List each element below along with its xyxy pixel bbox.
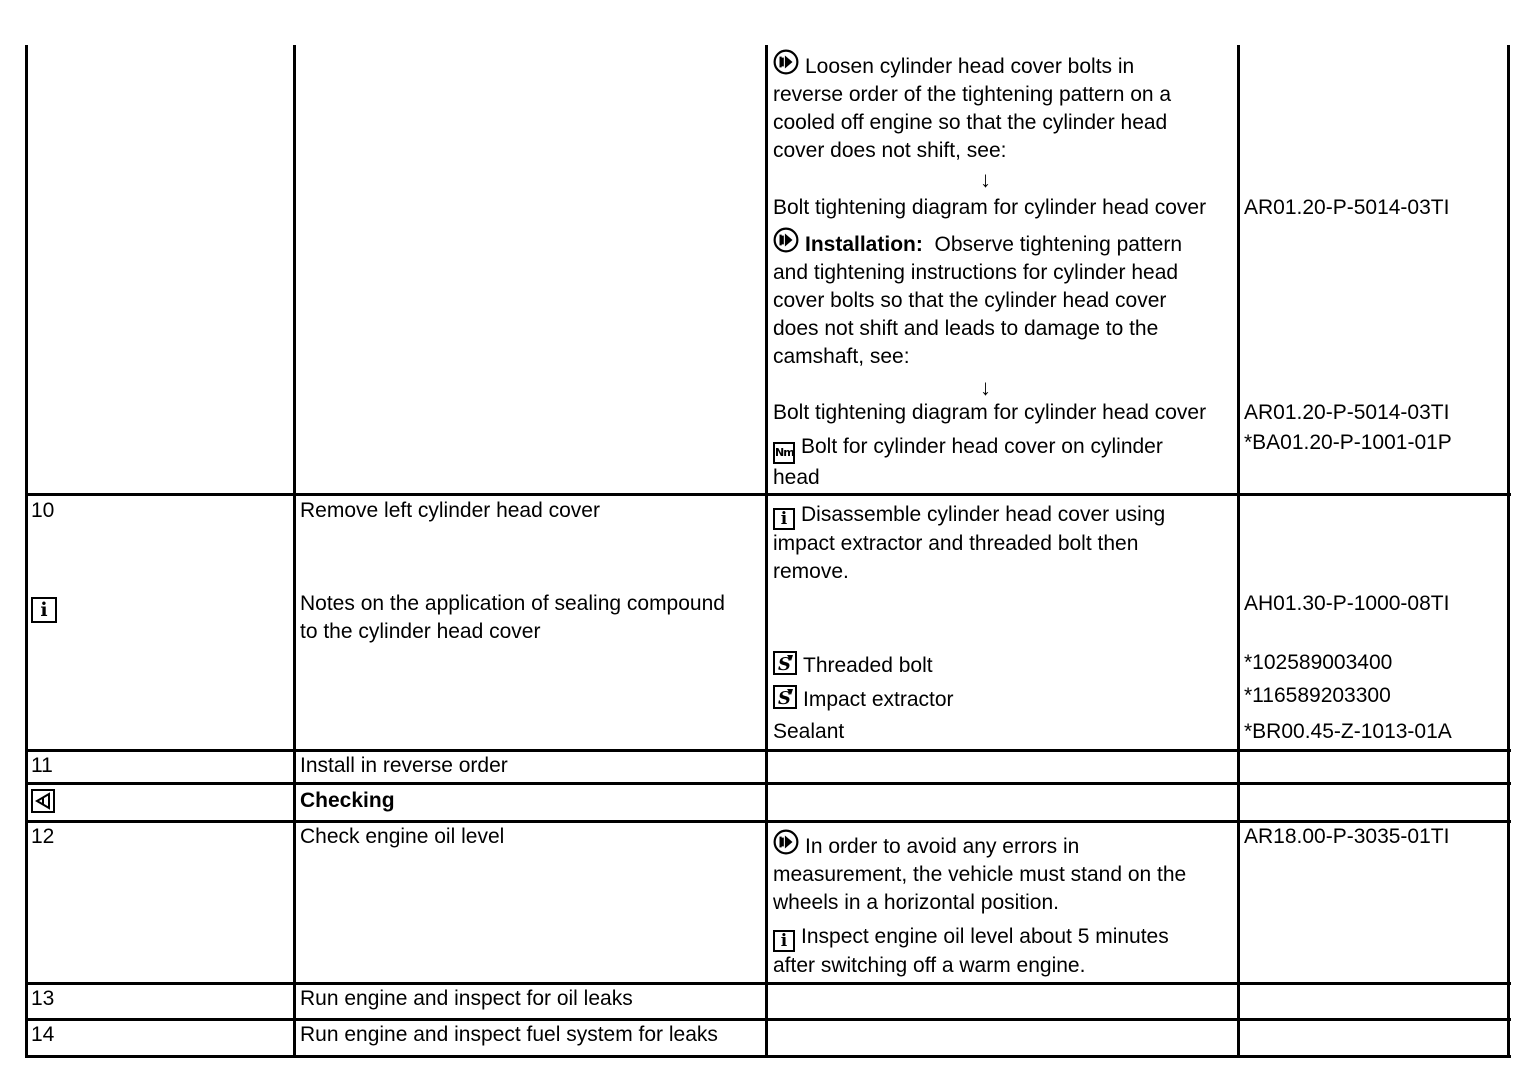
step-number: 14 xyxy=(31,1023,55,1046)
tool-part-number[interactable]: *102589003400 xyxy=(1244,651,1393,674)
down-arrow-icon: ↓ xyxy=(980,167,991,192)
document-reference[interactable]: AR18.00-P-3035-01TI xyxy=(1244,825,1450,848)
document-reference[interactable]: AR01.20-P-5014-03TI xyxy=(1244,401,1450,424)
info-icon: i xyxy=(31,597,57,623)
tool-part-number[interactable]: *116589203300 xyxy=(1244,684,1391,707)
tool-name: Threaded bolt xyxy=(803,654,933,677)
tool-name: Impact extractor xyxy=(803,688,954,711)
note-line: and tightening instructions for cylinder head xyxy=(773,261,1179,284)
table-border-left xyxy=(25,45,28,1058)
note-line: cover bolts so that the cylinder head cover xyxy=(773,289,1167,312)
note-line: Inspect engine oil level about 5 minutes xyxy=(801,925,1169,948)
section-heading: Checking xyxy=(300,789,395,812)
installation-note xyxy=(773,227,1182,371)
torque-note xyxy=(773,433,1163,492)
note-line: camshaft, see: xyxy=(773,345,910,368)
info-note xyxy=(773,923,1169,980)
note-line: Notes on the application of sealing compound xyxy=(300,592,725,615)
note-line: measurement, the vehicle must stand on the xyxy=(773,863,1187,886)
note-line: to the cylinder head cover xyxy=(300,620,541,643)
step-number: 10 xyxy=(31,499,55,522)
column-divider xyxy=(293,45,296,1058)
special-tool-item xyxy=(773,651,933,680)
note-line: In order to avoid any errors in xyxy=(805,835,1080,858)
repair-table xyxy=(25,45,1511,1058)
special-tool-icon xyxy=(773,651,797,675)
note-line: wheels in a horizontal position. xyxy=(773,891,1060,914)
note-line: reverse order of the tightening pattern on a xyxy=(773,83,1172,106)
document-reference[interactable]: AR01.20-P-5014-03TI xyxy=(1244,196,1450,219)
special-tool-item xyxy=(773,685,954,714)
installation-label: Installation: xyxy=(805,233,923,256)
column-divider xyxy=(1237,45,1240,1058)
note-line: does not shift and leads to damage to the xyxy=(773,317,1159,340)
row-divider xyxy=(25,782,1511,785)
note-line: cover does not shift, see: xyxy=(773,139,1007,162)
info-marker xyxy=(31,593,63,623)
document-reference[interactable]: *BA01.20-P-1001-01P xyxy=(1244,431,1452,454)
row-divider xyxy=(25,1018,1511,1021)
note-line: after switching off a warm engine. xyxy=(773,954,1086,977)
down-arrow-icon: ↓ xyxy=(980,375,991,400)
step-number: 11 xyxy=(31,754,53,777)
diagram-link[interactable]: Bolt tightening diagram for cylinder head cover xyxy=(773,196,1207,219)
caution-icon xyxy=(773,49,799,75)
note-line: remove. xyxy=(773,560,849,583)
special-tool-icon xyxy=(773,685,797,709)
row-divider xyxy=(25,493,1511,496)
note-line: Observe tightening pattern xyxy=(934,233,1183,256)
operation-text: Run engine and inspect for oil leaks xyxy=(300,987,633,1010)
caution-note xyxy=(773,829,1186,917)
sealant-label: Sealant xyxy=(773,720,845,743)
info-note xyxy=(773,501,1165,586)
note-line: Disassemble cylinder head cover using xyxy=(801,503,1166,526)
step-number: 12 xyxy=(31,825,55,848)
operation-text: Remove left cylinder head cover xyxy=(300,499,600,522)
checking-marker xyxy=(31,789,55,821)
note-line: impact extractor and threaded bolt then xyxy=(773,532,1139,555)
table-border-right xyxy=(1507,45,1510,1058)
table-border-bottom xyxy=(25,1055,1511,1058)
caution-icon xyxy=(773,227,799,253)
operation-text: Check engine oil level xyxy=(300,825,505,848)
row-divider xyxy=(25,749,1511,752)
document-reference[interactable]: AH01.30-P-1000-08TI xyxy=(1244,592,1450,615)
row-divider xyxy=(25,982,1511,985)
sealant-reference[interactable]: *BR00.45-Z-1013-01A xyxy=(1244,720,1452,743)
note-line: Loosen cylinder head cover bolts in xyxy=(805,55,1135,78)
operation-text: Install in reverse order xyxy=(300,754,508,777)
step-number: 13 xyxy=(31,987,55,1010)
torque-icon: Nm xyxy=(773,442,795,464)
operation-note[interactable] xyxy=(300,590,725,646)
caution-icon xyxy=(773,829,799,855)
caution-note xyxy=(773,49,1171,165)
note-line: head xyxy=(773,466,820,489)
note-line: cooled off engine so that the cylinder head xyxy=(773,111,1168,134)
operation-text: Run engine and inspect fuel system for leaks xyxy=(300,1023,718,1046)
info-icon: i xyxy=(773,930,795,952)
info-icon: i xyxy=(773,508,795,530)
diagram-link[interactable]: Bolt tightening diagram for cylinder head cover xyxy=(773,401,1207,424)
column-divider xyxy=(765,45,768,1058)
checking-icon xyxy=(31,789,55,813)
note-line: Bolt for cylinder head cover on cylinder xyxy=(801,435,1163,458)
